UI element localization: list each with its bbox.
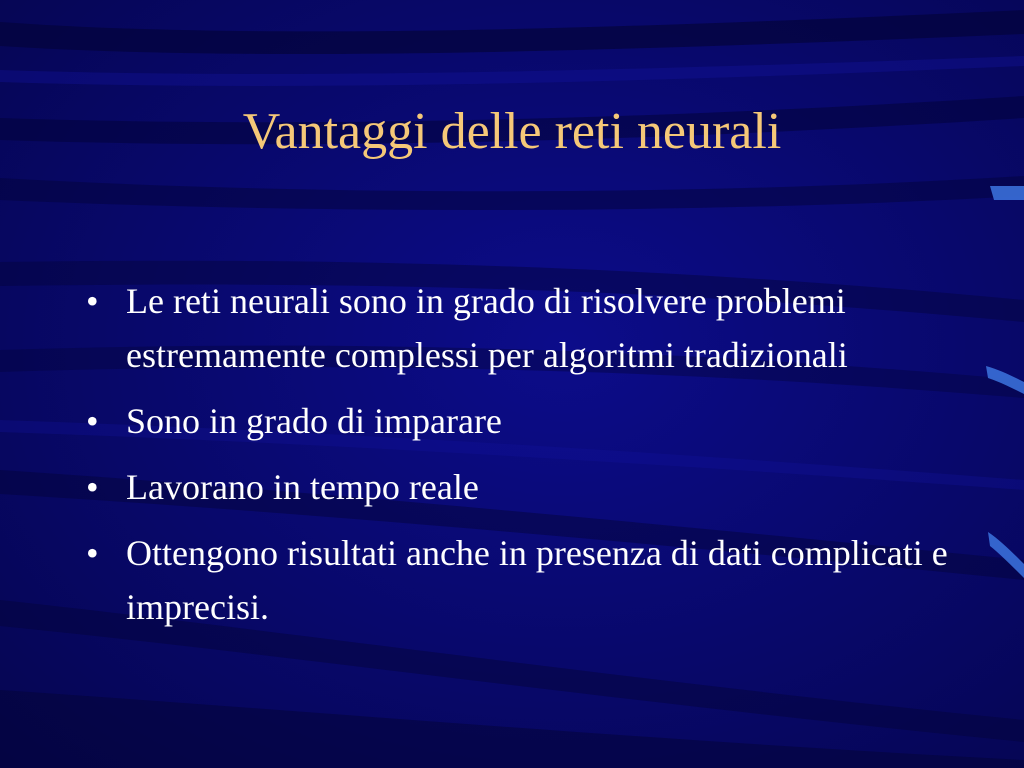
bullet-dot-icon: • <box>86 467 99 507</box>
bullet-text: Sono in grado di imparare <box>126 401 502 441</box>
bullet-dot-icon: • <box>86 401 99 441</box>
bullet-text: Ottengono risultati anche in presenza di dati complicati e imprecisi. <box>126 533 948 627</box>
bullet-text: Lavorano in tempo reale <box>126 467 479 507</box>
bullet-text: Le reti neurali sono in grado di risolvere problemi estremamente complessi per algoritmi tradizionali <box>126 281 848 375</box>
bullet-item <box>84 274 964 382</box>
bullet-dot-icon: • <box>86 281 99 321</box>
bullet-item <box>84 394 964 448</box>
bullet-item <box>84 526 964 634</box>
bullet-list <box>84 274 964 646</box>
bullet-dot-icon: • <box>86 533 99 573</box>
bullet-item <box>84 460 964 514</box>
slide-title: Vantaggi delle reti neurali <box>242 103 782 160</box>
